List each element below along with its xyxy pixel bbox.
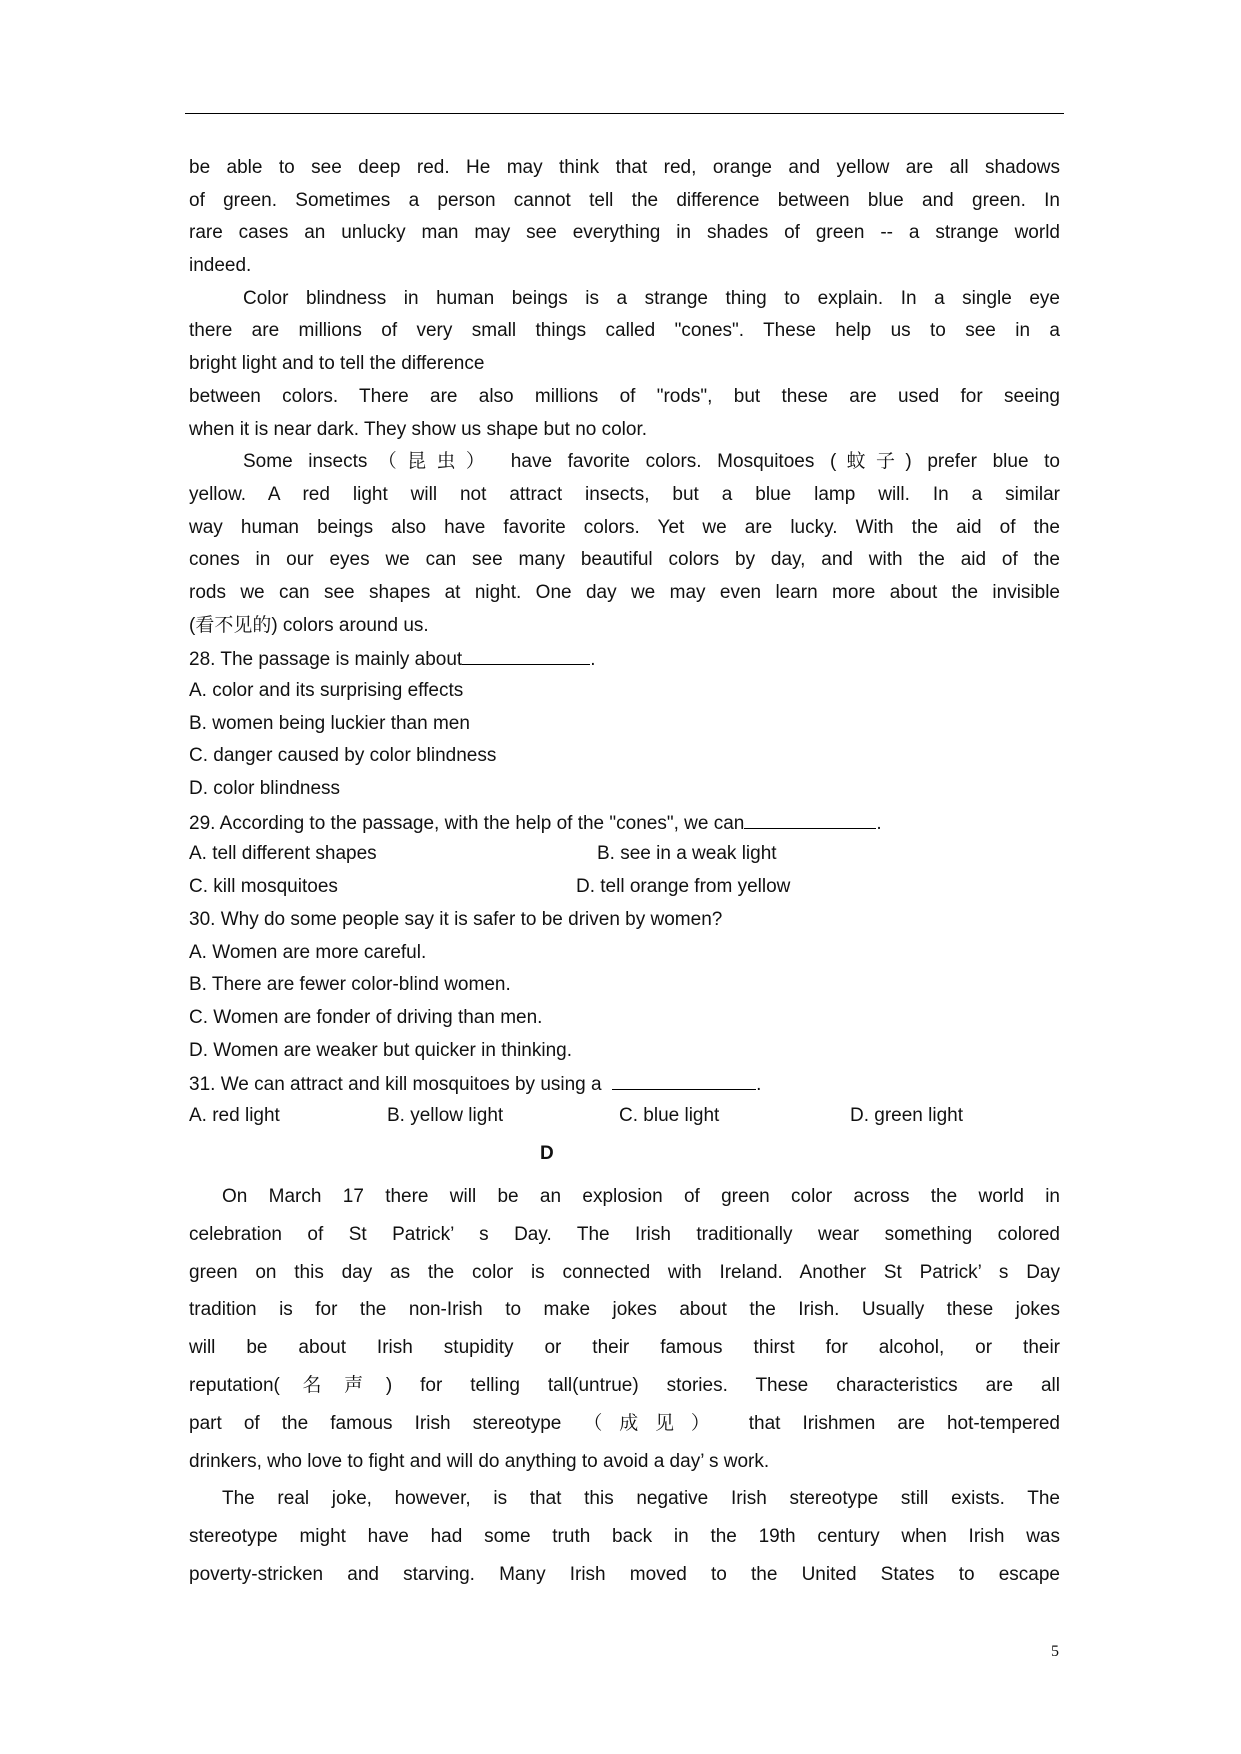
passage-d [189,1178,1060,1594]
option: B. There are fewer color-blind women. [189,974,511,996]
question-stem: 28. The passage is mainly about [189,649,463,671]
answer-blank [744,806,876,829]
option: B. yellow light [387,1104,504,1126]
text-line: poverty-stricken and starving. Many Irish moved to the United States to escape [189,1563,1060,1585]
question-30: 30. Why do some people say it is safer to be driven by women? [189,908,723,930]
option: C. kill mosquitoes [189,876,338,898]
option: C. danger caused by color blindness [189,745,497,767]
text-line: green on this day as the color is connected with Ireland. Another St Patrick’ s Day [189,1261,1060,1283]
option-row [189,871,1060,904]
header-rule [185,113,1064,114]
option: A. tell different shapes [189,843,377,865]
period: . [756,1074,762,1096]
text-line: bright light and to tell the difference [189,353,485,375]
text-line: The real joke, however, is that this negative Irish stereotype still exists. The [222,1488,1060,1510]
option: D. color blindness [189,778,341,800]
option: C. blue light [619,1104,720,1126]
text-line: stereotype might have had some truth back in the 19th century when Irish was [189,1526,1060,1548]
option: A. Women are more careful. [189,941,427,963]
text-line: Some insects（昆虫） have favorite colors. Mosquitoes (蚊子) prefer blue to [243,451,1060,473]
text-line: between colors. There are also millions of "rods", but these are used for seeing [189,385,1060,407]
text-line: will be about Irish stupidity or their famous thirst for alcohol, or their [189,1337,1060,1359]
option: D. green light [850,1104,964,1126]
period: . [876,812,882,834]
question-stem: 31. We can attract and kill mosquitoes by using a [189,1074,602,1096]
option: B. see in a weak light [597,843,777,865]
text-line: drinkers, who love to fight and will do anything to avoid a day’ s work. [189,1450,770,1472]
option: D. tell orange from yellow [576,876,791,898]
text-line: rare cases an unlucky man may see everything in shades of green -- a strange world [189,222,1060,244]
option: C. Women are fonder of driving than men. [189,1006,543,1028]
period: . [590,649,596,671]
text-line: tradition is for the non-Irish to make jokes about the Irish. Usually these jokes [189,1299,1060,1321]
answer-blank [462,642,590,665]
text-line: On March 17 there will be an explosion of green color across the world in [222,1186,1060,1207]
section-heading: D [540,1143,554,1164]
text-line: indeed. [189,255,252,277]
text-line: when it is near dark. They show us shape but no color. [189,418,648,440]
text-line: Color blindness in human beings is a strange thing to explain. In a single eye [243,287,1060,309]
question-29 [189,806,1060,839]
answer-blank [612,1067,756,1090]
question-stem: 29. According to the passage, with the help of the "cones", we can [189,812,745,834]
option-row [189,838,1060,871]
passage-c [189,152,1060,1133]
question-28 [189,642,1060,675]
text-line: yellow. A red light will not attract insects, but a blue lamp will. In a similar [189,483,1060,505]
text-line: cones in our eyes we can see many beautiful colors by day, and with the aid of the [189,549,1060,571]
text-line: way human beings also have favorite colors. Yet we are lucky. With the aid of the [189,516,1060,538]
option: A. color and its surprising effects [189,680,464,701]
page-number: 5 [1051,1643,1059,1660]
text-line: celebration of St Patrick’ s Day. The Irish traditionally wear something colored [189,1223,1060,1245]
text-line: rods we can see shapes at night. One day we may even learn more about the invisible [189,581,1060,603]
text-line: of green. Sometimes a person cannot tell the difference between blue and green. In [189,189,1060,211]
text-line: reputation(名声) for telling tall(untrue) stories. These characteristics are all [189,1374,1060,1396]
option: D. Women are weaker but quicker in thinking. [189,1039,572,1061]
question-31 [189,1067,1060,1100]
text-line: part of the famous Irish stereotype （成见） that Irishmen are hot-tempered [189,1412,1060,1434]
text-line: there are millions of very small things called "cones". These help us to see in a [189,320,1060,342]
option-row [189,1100,1060,1133]
option: A. red light [189,1104,280,1126]
option: B. women being luckier than men [189,712,470,734]
text-line: be able to see deep red. He may think that red, orange and yellow are all shadows [189,157,1060,178]
text-line: (看不见的) colors around us. [189,614,429,636]
